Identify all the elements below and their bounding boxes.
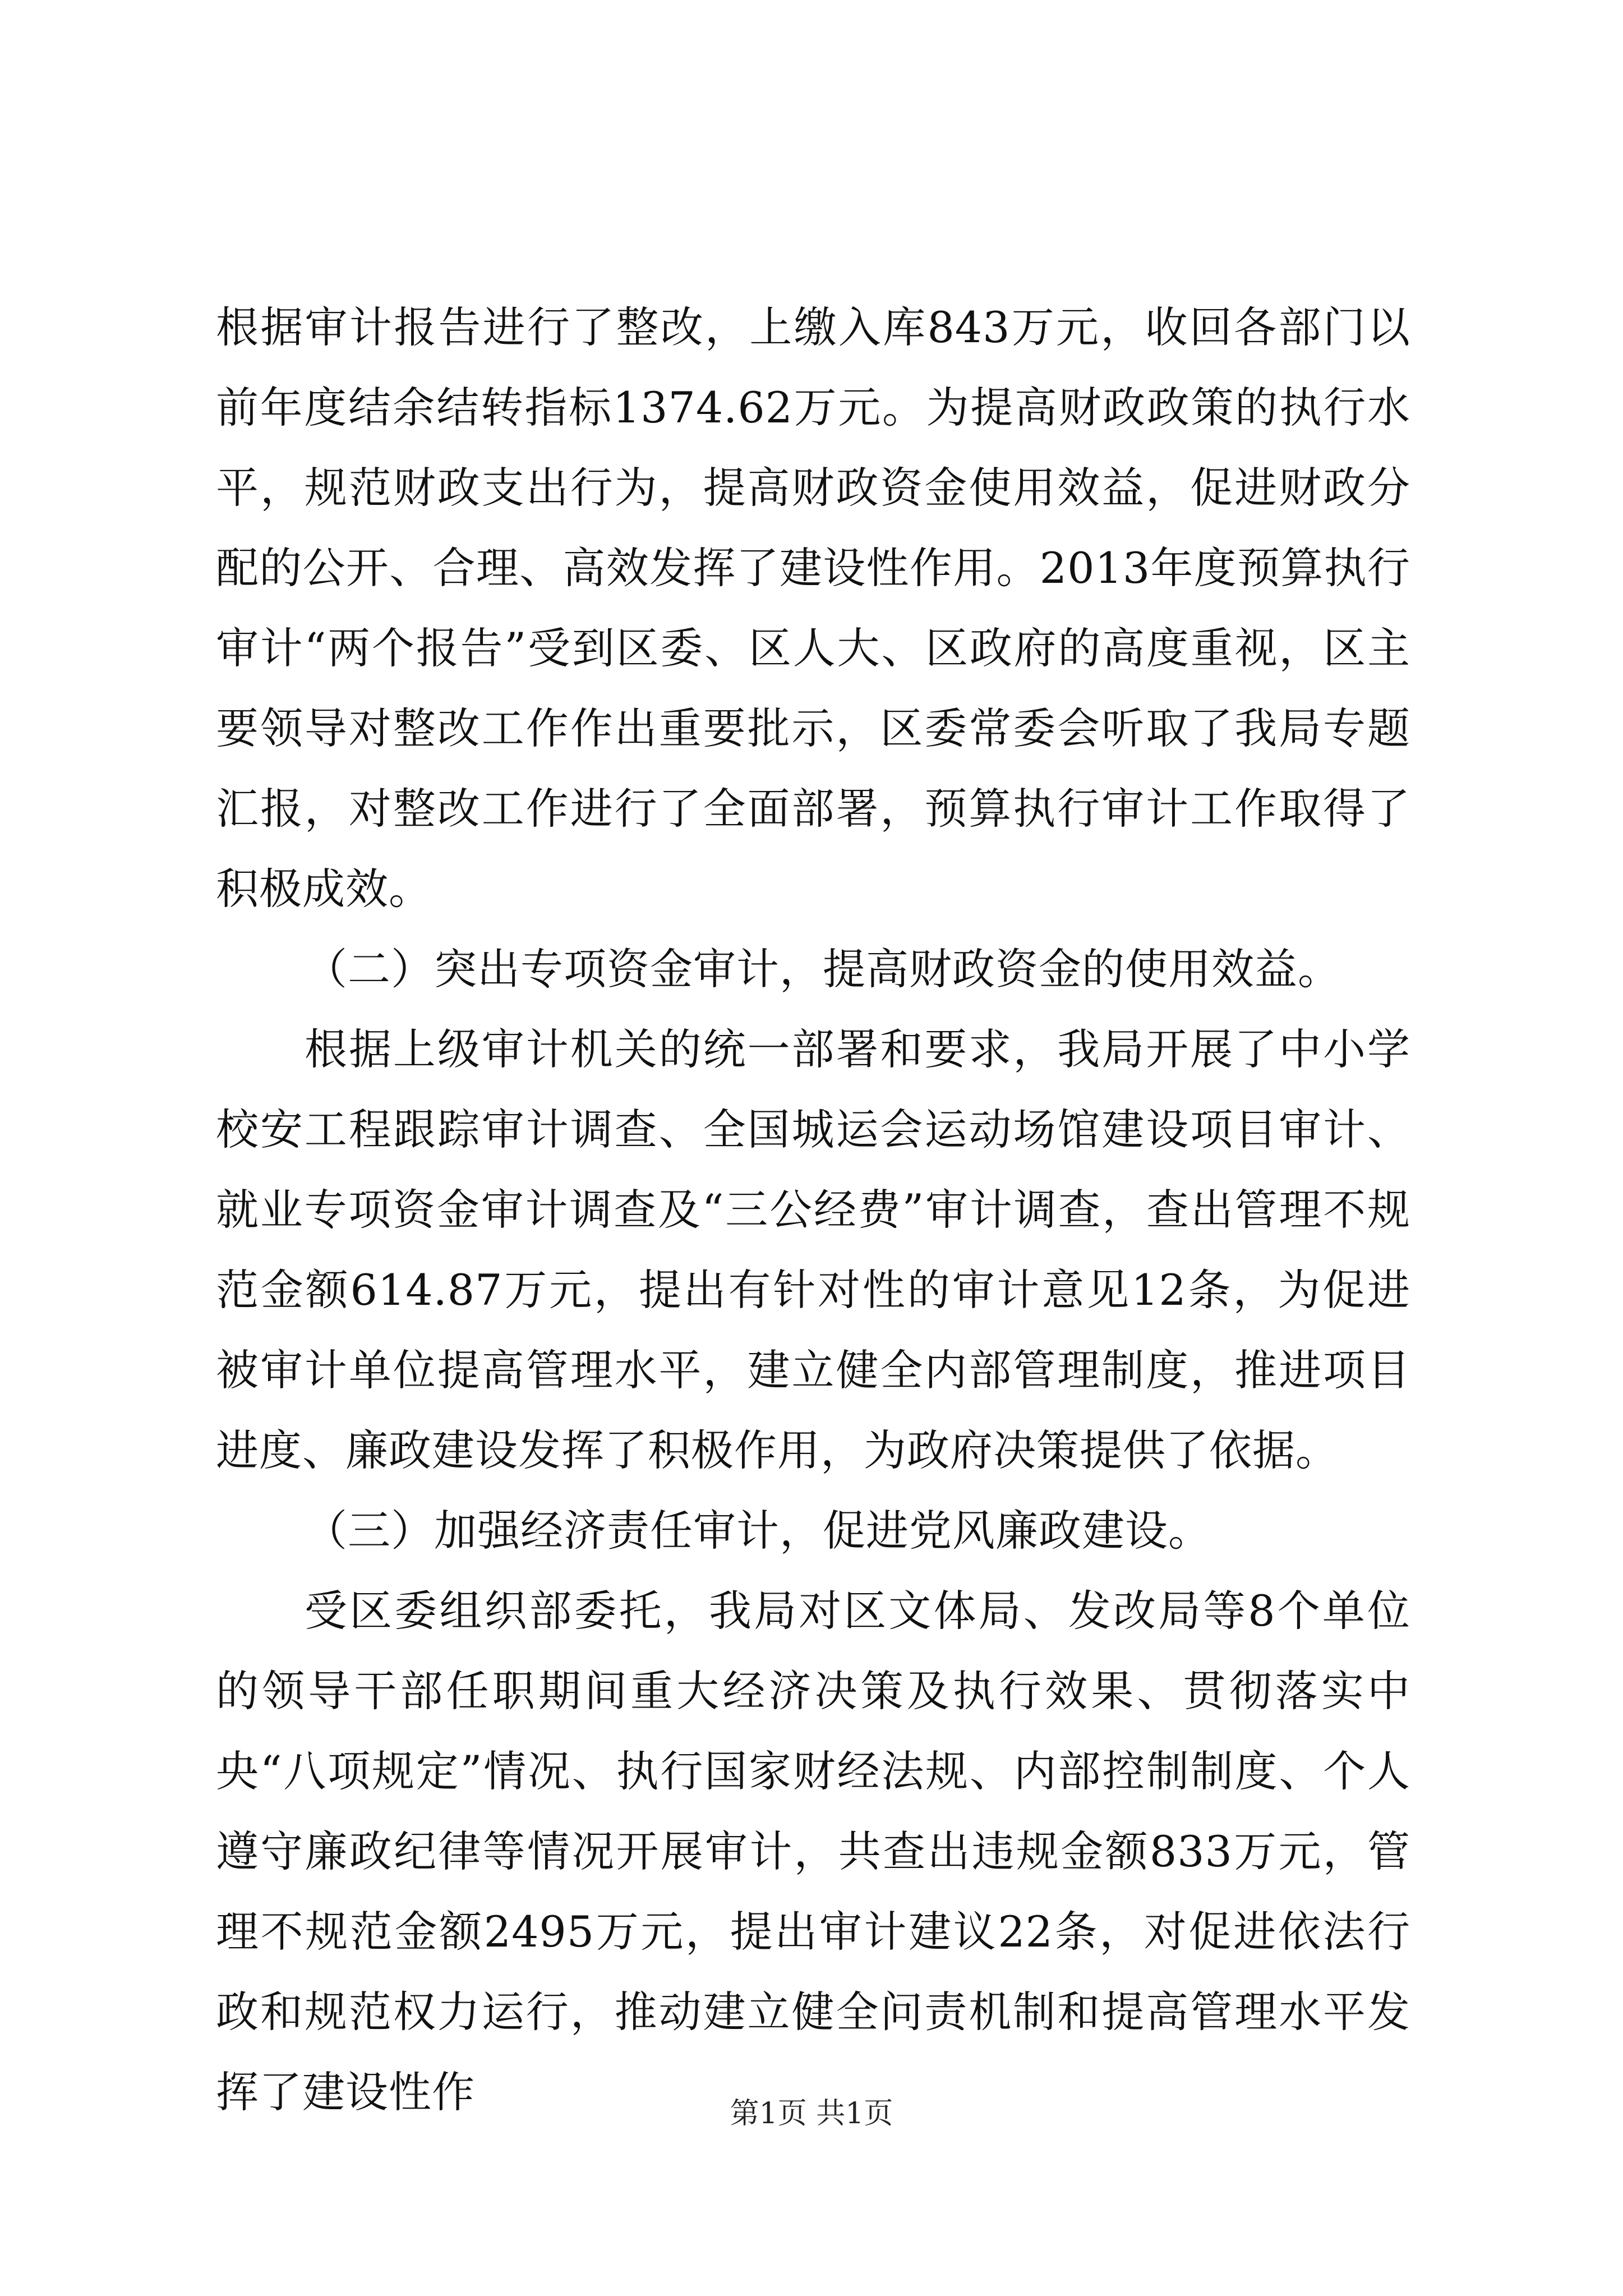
page-footer: 第1页 共1页 <box>730 2097 893 2131</box>
paragraph-continuation: 根据审计报告进行了整改，上缴入库843万元，收回各部门以前年度结余结转指标1374.62万元。为提高财政政策的执行水平，规范财政支出行为，提高财政资金使用效益，促进财政分配的公开、合理、高效发挥了建设性作用。2013年度预算执行审计“两个报告”受到区委、区人大、区政府的高度重视，区主要领导对整改工作作出重要批示，区委常委会听取了我局专题汇报，对整改工作进行了全面部署，预算执行审计工作取得了积极成效。 <box>216 302 1410 914</box>
body-text <box>216 287 1410 2132</box>
section-heading-3: （三）加强经济责任审计，促进党风廉政建设。 <box>305 1506 1211 1556</box>
section-heading-2: （二）突出专项资金审计，提高财政资金的使用效益。 <box>305 944 1341 994</box>
paragraph-economic-responsibility: 受区委组织部委托，我局对区文体局、发改局等8个单位的领导干部任职期间重大经济决策及执行效果、贯彻落实中央“八项规定”情况、执行国家财经法规、内部控制制度、个人遵守廉政纪律等情况开展审计，共查出违规金额833万元，管理不规范金额2495万元，提出审计建议22条，对促进依法行政和规范权力运行，推动建立健全问责机制和提高管理水平发挥了建设性作 <box>216 1586 1410 2117</box>
paragraph-special-funds: 根据上级审计机关的统一部署和要求，我局开展了中小学校安工程跟踪审计调查、全国城运会运动场馆建设项目审计、就业专项资金审计调查及“三公经费”审计调查，查出管理不规范金额614.87万元，提出有针对性的审计意见12条，为促进被审计单位提高管理水平，建立健全内部管理制度，推进项目进度、廉政建设发挥了积极作用，为政府决策提供了依据。 <box>216 1024 1410 1475</box>
